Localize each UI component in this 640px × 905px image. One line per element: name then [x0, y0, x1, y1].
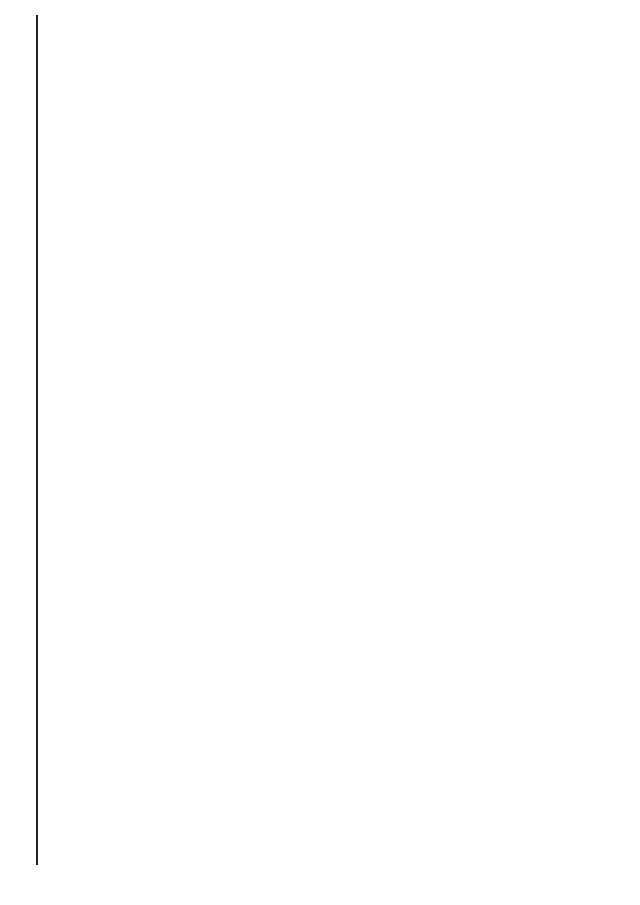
section-title: [37, 16, 38, 865]
section-row: [37, 16, 38, 865]
schedule-table: [36, 15, 38, 865]
